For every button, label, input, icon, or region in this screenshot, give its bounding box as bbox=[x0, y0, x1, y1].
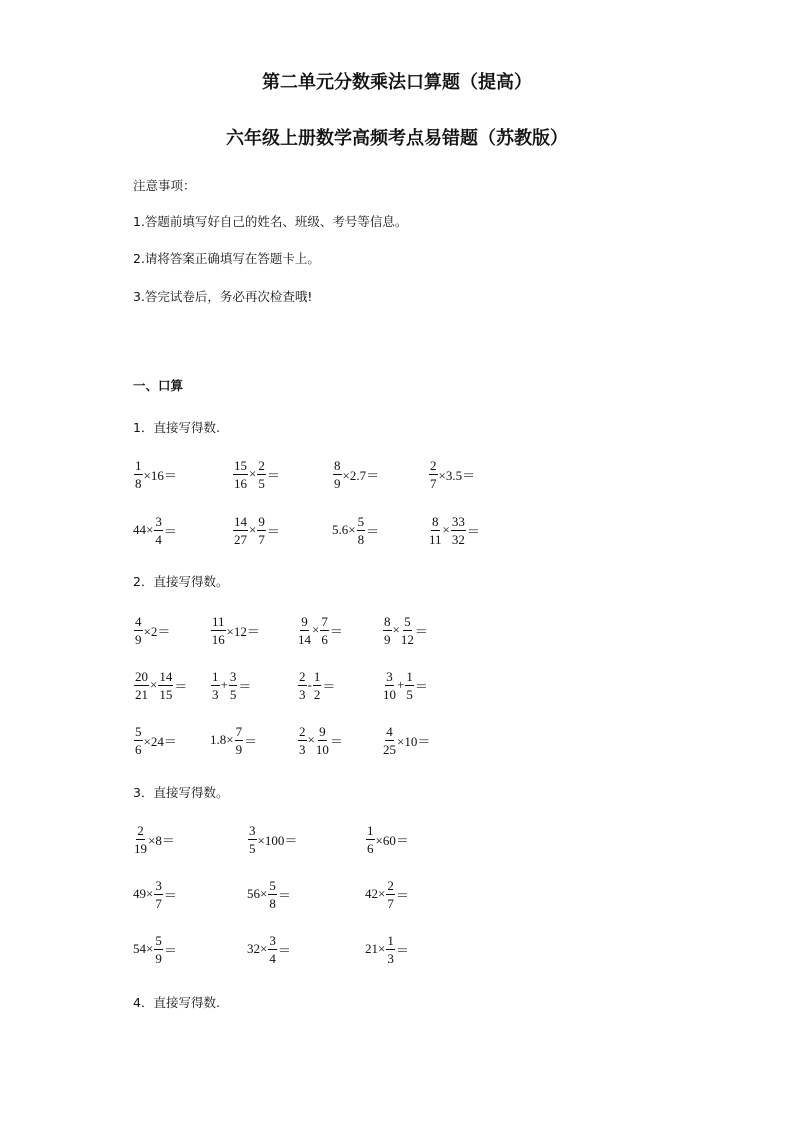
fraction bbox=[320, 615, 329, 646]
arithmetic-expression bbox=[133, 819, 175, 859]
expression-operator-text: × bbox=[150, 677, 158, 692]
fraction-denominator: 6 bbox=[135, 741, 142, 757]
expression-operator-text: ＝ bbox=[366, 523, 380, 539]
arithmetic-expression bbox=[297, 665, 335, 705]
expression-operator-text: - bbox=[307, 677, 312, 692]
expression-operator-text: 54× bbox=[133, 941, 154, 956]
expression-operator-text: ＝ bbox=[329, 623, 343, 639]
fraction-numerator: 3 bbox=[249, 822, 256, 838]
fraction-numerator: 1 bbox=[387, 932, 394, 948]
fraction-numerator: 1 bbox=[313, 668, 321, 684]
arithmetic-expression bbox=[365, 874, 409, 914]
fraction-numerator: 8 bbox=[384, 613, 391, 629]
note-item: 3.答完试卷后，务必再次检查哦! bbox=[133, 289, 313, 304]
fraction-denominator: 9 bbox=[334, 475, 341, 491]
fraction bbox=[429, 515, 442, 546]
fraction bbox=[298, 615, 311, 646]
expression-operator-text: ×3.5＝ bbox=[438, 467, 476, 483]
fraction-numerator: 2 bbox=[299, 723, 306, 739]
fraction bbox=[333, 459, 342, 490]
arithmetic-expression bbox=[210, 610, 260, 650]
fraction bbox=[383, 670, 396, 701]
fraction-numerator: 20 bbox=[135, 668, 148, 684]
fraction-numerator: 5 bbox=[269, 877, 276, 893]
arithmetic-expression bbox=[365, 929, 409, 969]
arithmetic-expression bbox=[133, 929, 177, 969]
arithmetic-expression bbox=[382, 610, 428, 650]
arithmetic-expression bbox=[365, 819, 409, 859]
fraction-denominator: 32 bbox=[451, 531, 465, 547]
expression-operator-text: ＝ bbox=[322, 678, 336, 694]
expression-operator-text: ×16＝ bbox=[143, 467, 177, 483]
expression-operator-text: ＝ bbox=[466, 523, 480, 539]
fraction-denominator: 3 bbox=[212, 686, 219, 702]
expression-operator-text: ＝ bbox=[174, 678, 188, 694]
fraction-denominator: 9 bbox=[155, 950, 162, 966]
fraction-numerator: 7 bbox=[321, 613, 328, 629]
fraction-numerator: 4 bbox=[135, 613, 142, 629]
fraction-denominator: 11 bbox=[429, 531, 442, 547]
fraction-denominator: 8 bbox=[357, 531, 365, 547]
fraction-numerator: 8 bbox=[334, 457, 341, 473]
expression-operator-text: × bbox=[249, 522, 257, 537]
fraction bbox=[235, 725, 244, 756]
arithmetic-expression bbox=[133, 510, 177, 550]
fraction-denominator: 3 bbox=[299, 741, 306, 757]
expression-operator-text: 1.8× bbox=[210, 732, 234, 747]
fraction bbox=[316, 725, 329, 756]
fraction-numerator: 9 bbox=[301, 613, 308, 629]
fraction-denominator: 12 bbox=[400, 631, 414, 647]
fraction bbox=[383, 725, 396, 756]
fraction bbox=[154, 879, 163, 910]
fraction-denominator: 10 bbox=[383, 686, 396, 702]
note-item: 2.请将答案正确填写在答题卡上。 bbox=[133, 251, 320, 266]
fraction-numerator: 2 bbox=[258, 457, 265, 473]
worksheet-title: 第二单元分数乘法口算题（提高） bbox=[262, 72, 532, 93]
fraction bbox=[211, 615, 226, 646]
expression-operator-text: ×8＝ bbox=[148, 832, 175, 848]
fraction-numerator: 3 bbox=[386, 668, 393, 684]
notes-heading: 注意事项： bbox=[133, 178, 196, 193]
fraction-denominator: 3 bbox=[387, 950, 394, 966]
fraction-denominator: 16 bbox=[234, 475, 247, 491]
expression-operator-text: ＝ bbox=[277, 887, 291, 903]
fraction-denominator: 4 bbox=[155, 531, 162, 547]
expression-operator-text: ×24＝ bbox=[143, 733, 177, 749]
fraction-numerator: 15 bbox=[234, 457, 247, 473]
fraction-denominator: 14 bbox=[298, 631, 311, 647]
fraction bbox=[268, 934, 277, 965]
fraction bbox=[298, 670, 307, 701]
fraction-numerator: 3 bbox=[155, 513, 162, 529]
expression-operator-text: × bbox=[307, 732, 315, 747]
expression-operator-text: ＝ bbox=[414, 678, 428, 694]
arithmetic-expression bbox=[133, 720, 177, 760]
arithmetic-expression bbox=[297, 610, 343, 650]
fraction-denominator: 10 bbox=[315, 741, 329, 757]
fraction-numerator: 2 bbox=[137, 822, 144, 838]
fraction bbox=[154, 515, 163, 546]
fraction-denominator: 6 bbox=[321, 631, 328, 647]
fraction bbox=[386, 879, 395, 910]
arithmetic-expression bbox=[297, 720, 343, 760]
fraction-denominator: 19 bbox=[134, 840, 147, 856]
worksheet-subtitle: 六年级上册数学高频考点易错题（苏教版） bbox=[226, 128, 568, 149]
expression-operator-text: × bbox=[312, 622, 320, 637]
fraction bbox=[229, 670, 238, 701]
fraction-numerator: 3 bbox=[229, 668, 237, 684]
arithmetic-expression bbox=[247, 819, 297, 859]
fraction-denominator: 9 bbox=[135, 631, 142, 647]
expression-operator-text: ×100＝ bbox=[257, 832, 298, 848]
arithmetic-expression bbox=[133, 874, 177, 914]
expression-operator-text: ＝ bbox=[244, 733, 258, 749]
expression-operator-text: 42× bbox=[365, 886, 386, 901]
expression-operator-text: ＝ bbox=[163, 887, 177, 903]
fraction-denominator: 3 bbox=[299, 686, 306, 702]
fraction-denominator: 7 bbox=[430, 475, 437, 491]
expression-operator-text: ＝ bbox=[329, 733, 343, 749]
fraction-denominator: 5 bbox=[229, 686, 237, 702]
expression-operator-text: 44× bbox=[133, 522, 154, 537]
expression-operator-text: 5.6× bbox=[332, 522, 356, 537]
expression-operator-text: ×10＝ bbox=[397, 733, 431, 749]
expression-operator-text: ＝ bbox=[163, 942, 177, 958]
expression-operator-text: × bbox=[442, 522, 450, 537]
expression-operator-text: ＝ bbox=[266, 523, 280, 539]
expression-operator-text: ＝ bbox=[238, 678, 252, 694]
fraction-numerator: 7 bbox=[235, 723, 243, 739]
fraction bbox=[211, 670, 220, 701]
fraction-numerator: 5 bbox=[155, 932, 162, 948]
expression-operator-text: 49× bbox=[133, 886, 154, 901]
fraction bbox=[405, 670, 414, 701]
arithmetic-expression bbox=[428, 454, 475, 494]
fraction bbox=[154, 934, 163, 965]
question-label: 2．直接写得数。 bbox=[133, 574, 229, 589]
expression-operator-text: × bbox=[249, 466, 257, 481]
expression-operator-text: ×60＝ bbox=[375, 832, 409, 848]
note-item: 1.答题前填写好自己的姓名、班级、考号等信息。 bbox=[133, 214, 408, 229]
fraction-denominator: 6 bbox=[367, 840, 374, 856]
fraction bbox=[134, 459, 143, 490]
question-label: 4．直接写得数. bbox=[133, 995, 220, 1010]
arithmetic-expression bbox=[382, 720, 430, 760]
fraction bbox=[233, 515, 248, 546]
fraction-numerator: 2 bbox=[299, 668, 306, 684]
fraction bbox=[268, 879, 277, 910]
expression-operator-text: ×12＝ bbox=[226, 623, 260, 639]
fraction-numerator: 14 bbox=[234, 513, 247, 529]
fraction-numerator: 9 bbox=[258, 513, 265, 529]
arithmetic-expression bbox=[232, 454, 280, 494]
fraction bbox=[298, 725, 307, 756]
expression-operator-text: ＝ bbox=[395, 887, 409, 903]
fraction-numerator: 4 bbox=[386, 723, 393, 739]
fraction-denominator: 27 bbox=[234, 531, 247, 547]
arithmetic-expression bbox=[133, 610, 170, 650]
fraction bbox=[401, 615, 414, 646]
fraction-denominator: 4 bbox=[269, 950, 276, 966]
fraction-numerator: 8 bbox=[432, 513, 439, 529]
fraction bbox=[134, 725, 143, 756]
fraction bbox=[257, 515, 266, 546]
fraction-denominator: 21 bbox=[135, 686, 148, 702]
expression-operator-text: ×2＝ bbox=[143, 623, 171, 639]
fraction-denominator: 7 bbox=[155, 895, 162, 911]
arithmetic-expression bbox=[332, 510, 379, 550]
arithmetic-expression bbox=[210, 720, 257, 760]
expression-operator-text: ＝ bbox=[277, 942, 291, 958]
fraction-numerator: 5 bbox=[135, 723, 142, 739]
fraction bbox=[313, 670, 322, 701]
fraction bbox=[429, 459, 438, 490]
fraction-numerator: 1 bbox=[367, 822, 374, 838]
fraction bbox=[248, 824, 257, 855]
fraction-numerator: 14 bbox=[159, 668, 173, 684]
fraction-denominator: 7 bbox=[258, 531, 265, 547]
section-heading: 一、口算 bbox=[133, 378, 184, 393]
expression-operator-text: 32× bbox=[247, 941, 268, 956]
fraction bbox=[257, 459, 266, 490]
fraction bbox=[134, 670, 149, 701]
fraction bbox=[158, 670, 173, 701]
expression-operator-text: ＝ bbox=[395, 942, 409, 958]
fraction-denominator: 7 bbox=[387, 895, 394, 911]
fraction bbox=[134, 824, 147, 855]
expression-operator-text: × bbox=[392, 622, 400, 637]
fraction-numerator: 1 bbox=[406, 668, 413, 684]
fraction bbox=[233, 459, 248, 490]
fraction bbox=[386, 934, 395, 965]
expression-operator-text: + bbox=[220, 677, 228, 692]
arithmetic-expression bbox=[133, 665, 187, 705]
expression-operator-text: 21× bbox=[365, 941, 386, 956]
fraction bbox=[383, 615, 392, 646]
fraction-numerator: 3 bbox=[269, 932, 276, 948]
fraction-denominator: 9 bbox=[235, 741, 243, 757]
fraction-denominator: 5 bbox=[258, 475, 265, 491]
fraction-numerator: 1 bbox=[135, 457, 142, 473]
fraction-numerator: 5 bbox=[357, 513, 365, 529]
question-label: 3．直接写得数。 bbox=[133, 785, 229, 800]
arithmetic-expression bbox=[232, 510, 280, 550]
fraction bbox=[366, 824, 375, 855]
fraction-denominator: 5 bbox=[249, 840, 256, 856]
fraction-denominator: 8 bbox=[269, 895, 276, 911]
fraction-denominator: 9 bbox=[384, 631, 391, 647]
arithmetic-expression bbox=[133, 454, 177, 494]
arithmetic-expression bbox=[332, 454, 379, 494]
fraction-denominator: 25 bbox=[383, 741, 396, 757]
fraction-numerator: 2 bbox=[430, 457, 437, 473]
expression-operator-text: ＝ bbox=[414, 623, 428, 639]
fraction-numerator: 9 bbox=[319, 723, 326, 739]
fraction-numerator: 5 bbox=[404, 613, 411, 629]
expression-operator-text: 56× bbox=[247, 886, 268, 901]
arithmetic-expression bbox=[210, 665, 251, 705]
fraction-denominator: 5 bbox=[406, 686, 413, 702]
fraction-numerator: 1 bbox=[212, 668, 219, 684]
expression-operator-text: + bbox=[397, 677, 405, 692]
arithmetic-expression bbox=[382, 665, 428, 705]
arithmetic-expression bbox=[247, 874, 291, 914]
fraction-numerator: 11 bbox=[212, 613, 225, 629]
expression-operator-text: ＝ bbox=[163, 523, 177, 539]
expression-operator-text: ＝ bbox=[266, 467, 280, 483]
fraction-denominator: 2 bbox=[313, 686, 321, 702]
fraction bbox=[357, 515, 366, 546]
fraction bbox=[134, 615, 143, 646]
arithmetic-expression bbox=[247, 929, 291, 969]
fraction-denominator: 8 bbox=[135, 475, 142, 491]
expression-operator-text: ×2.7＝ bbox=[342, 467, 380, 483]
question-label: 1．直接写得数. bbox=[133, 420, 220, 435]
fraction-denominator: 15 bbox=[159, 686, 173, 702]
fraction-denominator: 16 bbox=[211, 631, 225, 647]
fraction-numerator: 33 bbox=[451, 513, 465, 529]
fraction-numerator: 2 bbox=[387, 877, 394, 893]
fraction bbox=[451, 515, 466, 546]
arithmetic-expression bbox=[428, 510, 480, 550]
fraction-numerator: 3 bbox=[155, 877, 162, 893]
